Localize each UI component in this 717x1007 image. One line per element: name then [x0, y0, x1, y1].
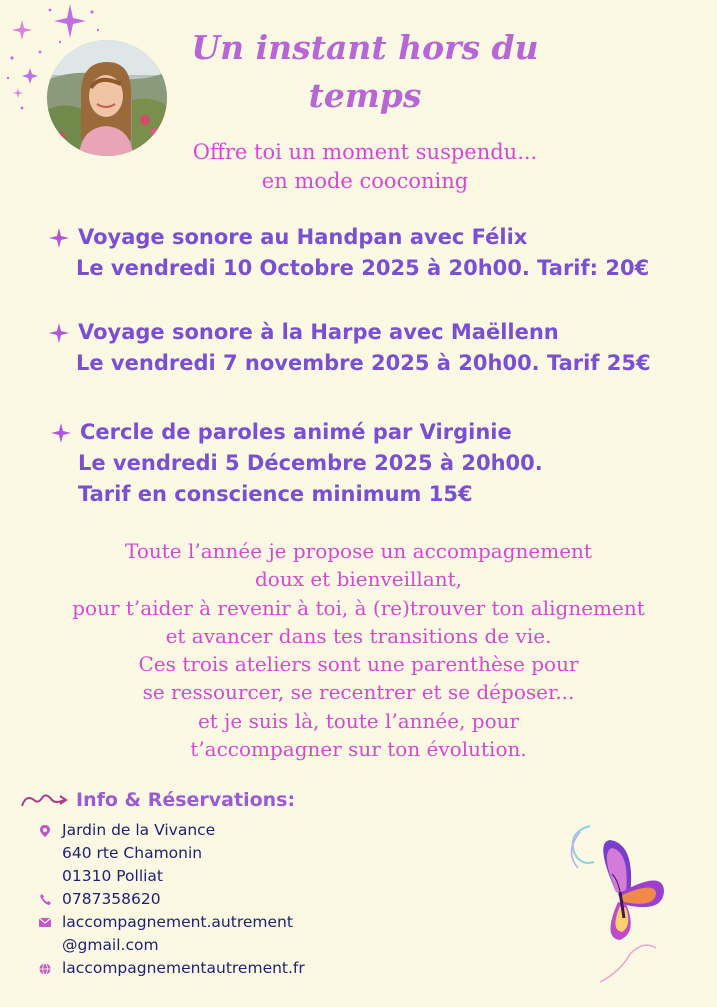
address-line-2: 640 rte Chamonin — [62, 844, 203, 862]
info-title: Info & Réservations: — [76, 789, 296, 811]
paragraph-line: doux et bienveillant, — [254, 567, 463, 592]
info-header — [20, 788, 295, 812]
page-title — [160, 24, 570, 120]
paragraph-line: et avancer dans tes transitions de vie. — [165, 623, 552, 648]
paragraph-line: Toute l’année je propose un accompagnement — [125, 539, 592, 563]
phone-number[interactable]: 0787358620 — [62, 890, 161, 908]
email-line-2[interactable]: @gmail.com — [62, 936, 159, 954]
address — [38, 819, 305, 842]
event-title: Voyage sonore à la Harpe avec Maëllenn — [78, 320, 559, 344]
event-price: Tarif en conscience minimum 15€ — [78, 482, 473, 506]
event-title: Cercle de paroles animé par Virginie — [80, 420, 512, 444]
website-link[interactable]: laccompagnementautrement.fr — [62, 959, 305, 977]
description-paragraph — [20, 537, 697, 763]
paragraph-line: pour t’aider à revenir à toi, à (re)trouver ton alignement — [72, 595, 645, 620]
address-line-3: 01310 Polliat — [62, 867, 164, 885]
paragraph-line: et je suis là, toute l’année, pour — [197, 708, 520, 733]
website[interactable] — [38, 957, 305, 980]
email[interactable] — [38, 911, 305, 934]
paragraph-line: se ressourcer, se recentrer et se déposer... — [142, 680, 575, 705]
event-harpe — [48, 317, 651, 379]
subtitle-line-2: en mode cooconing — [261, 169, 469, 193]
globe-icon — [38, 963, 52, 975]
swirl-arrow-icon — [20, 788, 72, 812]
contact-block — [38, 819, 305, 980]
sparkle-bullet-icon — [48, 322, 70, 344]
subtitle — [130, 138, 600, 196]
sparkle-bullet-icon — [50, 422, 72, 444]
event-date: Le vendredi 7 novembre 2025 à 20h00. Tarif 25€ — [76, 351, 651, 375]
title-line-1: Un instant hors du — [191, 28, 539, 67]
event-title: Voyage sonore au Handpan avec Félix — [78, 225, 528, 249]
phone[interactable] — [38, 888, 305, 911]
event-handpan — [48, 222, 649, 284]
location-pin-icon — [38, 825, 52, 837]
event-date: Le vendredi 10 Octobre 2025 à 20h00. Tarif: 20€ — [76, 256, 650, 280]
paragraph-line: Ces trois ateliers sont une parenthèse pour — [138, 652, 579, 677]
email-line-1[interactable]: laccompagnement.autrement — [62, 913, 293, 931]
butterfly-illustration — [560, 822, 675, 992]
envelope-icon — [38, 918, 52, 927]
subtitle-line-1: Offre toi un moment suspendu... — [192, 140, 538, 164]
event-cercle — [50, 417, 543, 510]
event-date: Le vendredi 5 Décembre 2025 à 20h00. — [78, 451, 543, 475]
address-line-1: Jardin de la Vivance — [62, 821, 216, 839]
title-line-2: temps — [308, 76, 422, 115]
paragraph-line: t’accompagner sur ton évolution. — [190, 737, 527, 762]
sparkle-bullet-icon — [48, 227, 70, 249]
phone-icon — [38, 894, 52, 905]
